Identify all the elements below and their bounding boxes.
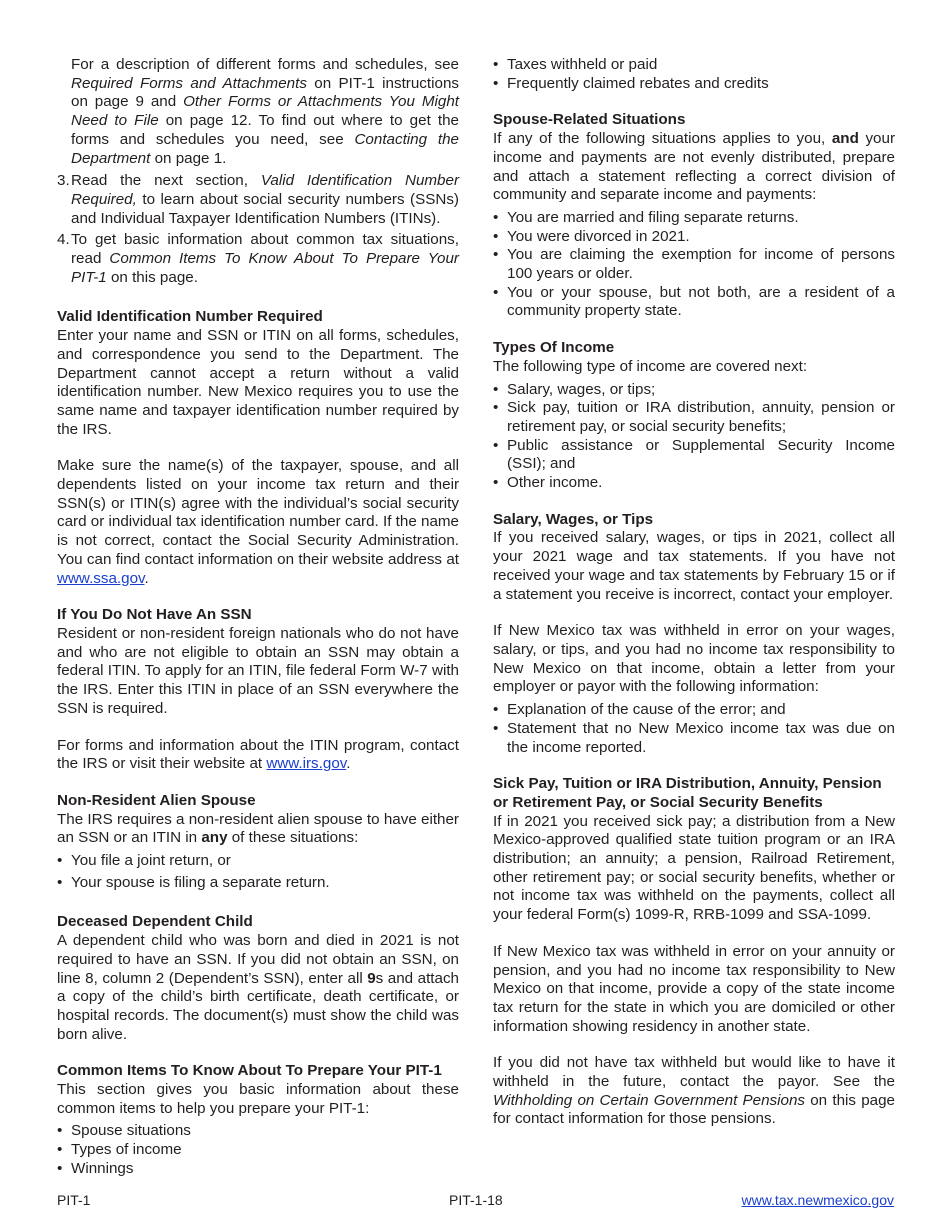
section-heading-common: Common Items To Know About To Prepare Your PIT-1 <box>57 1062 442 1080</box>
list-item: • Other income. <box>493 474 895 493</box>
annuity-error-paragraph: If New Mexico tax was withheld in error on your annuity or pension, and you had no income tax responsibility to New Mexico on that income, provide a copy of the state income tax return for the state in which you are domiciled or other information showing residency in another state. <box>493 942 895 1035</box>
list-item: • Explanation of the cause of the error; and <box>493 701 895 720</box>
list-item: • Winnings <box>57 1160 459 1179</box>
list-item: • Statement that no New Mexico income tax was due on the income reported. <box>493 720 895 757</box>
nonresident-paragraph: The IRS requires a non-resident alien spouse to have either an SSN or an ITIN in any of these situations: <box>57 810 459 847</box>
spouse-bullets <box>493 209 895 321</box>
section-heading-nonresident: Non-Resident Alien Spouse <box>57 791 256 809</box>
list-item: • You or your spouse, but not both, are a resident of a community property state. <box>493 284 895 321</box>
common-bullets-continued <box>493 56 895 93</box>
valid-id-paragraph: Enter your name and SSN or ITIN on all forms, schedules, and correspondence you send to the Department. The Department cannot accept a return without a valid identification number. New Mexico requires you to use the same name and taxpayer identification number required by the IRS. <box>57 327 459 438</box>
list-item: • You were divorced in 2021. <box>493 228 895 247</box>
deceased-paragraph: A dependent child who was born and died in 2021 is not required to have an SSN. If you did not obtain an SSN, on line 8, column 2 (Dependent’s SSN), enter all 9s and attach a copy of the child’s birth certificate, death certificate, or hospital records. The document(s) must show the child was born alive. <box>57 932 459 1043</box>
common-paragraph: This section gives you basic information about these common items to help you prepare your PIT-1: <box>57 1081 459 1117</box>
list-item: • Your spouse is filing a separate return. <box>57 874 459 893</box>
salary-error-paragraph: If New Mexico tax was withheld in error on your wages, salary, or tips, and you had no income tax responsibility to New Mexico on that income, obtain a letter from your employer or payor with the following information: <box>493 622 895 696</box>
section-heading-types: Types Of Income <box>493 339 615 357</box>
list-item: • Spouse situations <box>57 1122 459 1141</box>
steps-list <box>57 172 459 287</box>
name-match-paragraph: Make sure the name(s) of the taxpayer, spouse, and all dependents listed on your income tax return and their SSN(s) or ITIN(s) agree with the individual’s social security card or individual tax identification number card. If the name is not correct, contact the Social Security Administration. You can find contact information on their website address at www.ssa.gov. <box>57 457 459 587</box>
itin-info-paragraph: For forms and information about the ITIN program, contact the IRS or visit their website at www.irs.gov. <box>57 736 459 773</box>
section-heading-no-ssn: If You Do Not Have An SSN <box>57 606 252 624</box>
footer-website-link[interactable]: www.tax.newmexico.gov <box>741 1192 894 1208</box>
list-item: • Salary, wages, or tips; <box>493 381 895 400</box>
section-heading-valid-id: Valid Identification Number Required <box>57 308 323 326</box>
right-column <box>493 56 895 1129</box>
common-bullets <box>57 1122 459 1178</box>
list-item: • Sick pay, tuition or IRA distribution, annuity, pension or retirement pay, or social security benefits; <box>493 399 895 436</box>
step-item: 3. Read the next section, Valid Identification Number Required, to learn about social security numbers (SSNs) and Individual Taxpayer Identification Numbers (ITINs). <box>57 172 459 227</box>
list-item: • You are married and filing separate returns. <box>493 209 895 228</box>
withholding-paragraph: If you did not have tax withheld but would like to have it withheld in the future, contact the payor. See the Withholding on Certain Government Pensions on this page for contact information for those pensions. <box>493 1054 895 1128</box>
spouse-paragraph: If any of the following situations applies to you, and your income and payments are not evenly distributed, prepare and attach a statement reflecting a correct division of community and separate income and payments: <box>493 130 895 204</box>
salary-bullets <box>493 701 895 757</box>
types-paragraph: The following type of income are covered next: <box>493 357 808 375</box>
footer-form-name: PIT-1 <box>57 1192 91 1208</box>
section-heading-salary: Salary, Wages, or Tips <box>493 510 654 528</box>
list-item: • Frequently claimed rebates and credits <box>493 75 895 94</box>
list-item: • You are claiming the exemption for income of persons 100 years or older. <box>493 246 895 283</box>
list-item: • Taxes withheld or paid <box>493 56 895 75</box>
ssa-link[interactable]: www.ssa.gov <box>57 569 145 587</box>
footer-page-number: PIT-1-18 <box>449 1192 503 1208</box>
section-heading-deceased: Deceased Dependent Child <box>57 913 253 931</box>
left-column <box>57 56 459 1179</box>
intro-paragraph: For a description of different forms and schedules, see Required Forms and Attachments on PIT-1 instructions on page 9 and Other Forms or Attachments You Might Need to File on page 12. To find out where to get the forms and schedules you need, see Contacting the Department on page 1. <box>71 56 459 167</box>
types-bullets <box>493 381 895 493</box>
section-heading-sick-pay: Sick Pay, Tuition or IRA Distribution, Annuity, Pension or Retirement Pay, or Social Security Benefits <box>493 775 882 811</box>
section-heading-spouse: Spouse-Related Situations <box>493 111 686 129</box>
step-item: 4. To get basic information about common tax situations, read Common Items To Know About To Prepare Your PIT-1 on this page. <box>57 231 459 286</box>
list-item: • Types of income <box>57 1141 459 1160</box>
no-ssn-paragraph: Resident or non-resident foreign nationals who do not have and who are not eligible to obtain an SSN may obtain a federal ITIN. To apply for an ITIN, file federal Form W-7 with the IRS. Enter this ITIN in place of an SSN everywhere the SSN is required. <box>57 624 459 717</box>
list-item: • Public assistance or Supplemental Security Income (SSI); and <box>493 437 895 474</box>
list-item: • You file a joint return, or <box>57 852 459 871</box>
irs-link[interactable]: www.irs.gov <box>266 755 347 773</box>
sick-pay-paragraph: If in 2021 you received sick pay; a distribution from a New Mexico-approved qualified state tuition program or an IRA distribution; an annuity; a pension, Railroad Retirement, other retirement pay; or social security benefits, whether or not income tax was withheld on the payments, collect all your federal Form(s) 1099-R, RRB-1099 and SSA-1099. <box>493 812 895 924</box>
salary-paragraph: If you received salary, wages, or tips in 2021, collect all your 2021 wage and tax statements. If you have not received your wage and tax statements by February 15 or if a statement you receive is incorrect, contact your employer. <box>493 529 895 603</box>
nonresident-bullets <box>57 852 459 892</box>
